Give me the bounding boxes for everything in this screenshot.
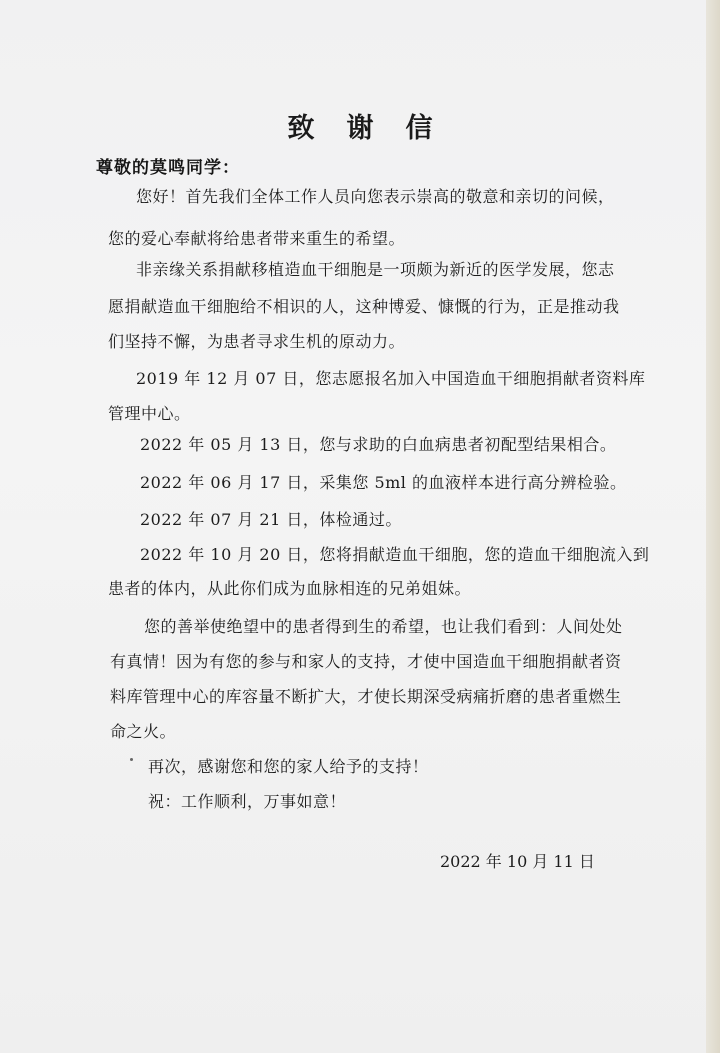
paragraph-6: 2022 年 07 月 21 日，体检通过。 — [140, 510, 402, 529]
letter-date: 2022 年 10 月 11 日 — [440, 852, 595, 871]
salutation: 尊敬的莫鸣同学： — [96, 158, 240, 178]
paragraph-4: 2022 年 05 月 13 日，您与求助的白血病患者初配型结果相合。 — [140, 435, 617, 454]
paragraph-1-line-2: 您的爱心奉献将给患者带来重生的希望。 — [108, 229, 406, 248]
paragraph-8-line-2: 有真情！因为有您的参与和家人的支持，才使中国造血干细胞捐献者资 — [110, 652, 622, 671]
letter-title: 致谢信 — [287, 113, 465, 144]
ink-dot — [130, 758, 133, 761]
paragraph-8-line-3: 料库管理中心的库容量不断扩大，才使长期深受病痛折磨的患者重燃生 — [110, 687, 622, 706]
paragraph-7-line-1: 2022 年 10 月 20 日，您将捐献造血干细胞，您的造血干细胞流入到 — [140, 545, 650, 564]
paragraph-9: 再次，感谢您和您的家人给予的支持！ — [148, 757, 429, 776]
paragraph-10: 祝：工作顺利，万事如意！ — [148, 792, 347, 811]
paragraph-3-line-1: 2019 年 12 月 07 日，您志愿报名加入中国造血干细胞捐献者资料库 — [136, 369, 646, 388]
paragraph-8-line-4: 命之火。 — [110, 722, 177, 741]
paragraph-7-line-2: 患者的体内，从此你们成为血脉相连的兄弟姐妹。 — [108, 579, 472, 598]
paragraph-2-line-3: 们坚持不懈，为患者寻求生机的原动力。 — [108, 332, 406, 351]
paragraph-3-line-2: 管理中心。 — [108, 404, 191, 423]
paragraph-8-line-1: 您的善举使绝望中的患者得到生的希望，也让我们看到：人间处处 — [144, 617, 623, 636]
paragraph-1-line-1: 您好！首先我们全体工作人员向您表示崇高的敬意和亲切的问候， — [136, 187, 615, 206]
paragraph-2-line-2: 愿捐献造血干细胞给不相识的人，这种博爱、慷慨的行为，正是推动我 — [108, 297, 620, 316]
paper-edge — [706, 0, 720, 1053]
paragraph-2-line-1: 非亲缘关系捐献移植造血干细胞是一项颇为新近的医学发展，您志 — [136, 260, 615, 279]
paragraph-5: 2022 年 06 月 17 日，采集您 5ml 的血液样本进行高分辨检验。 — [140, 473, 627, 492]
